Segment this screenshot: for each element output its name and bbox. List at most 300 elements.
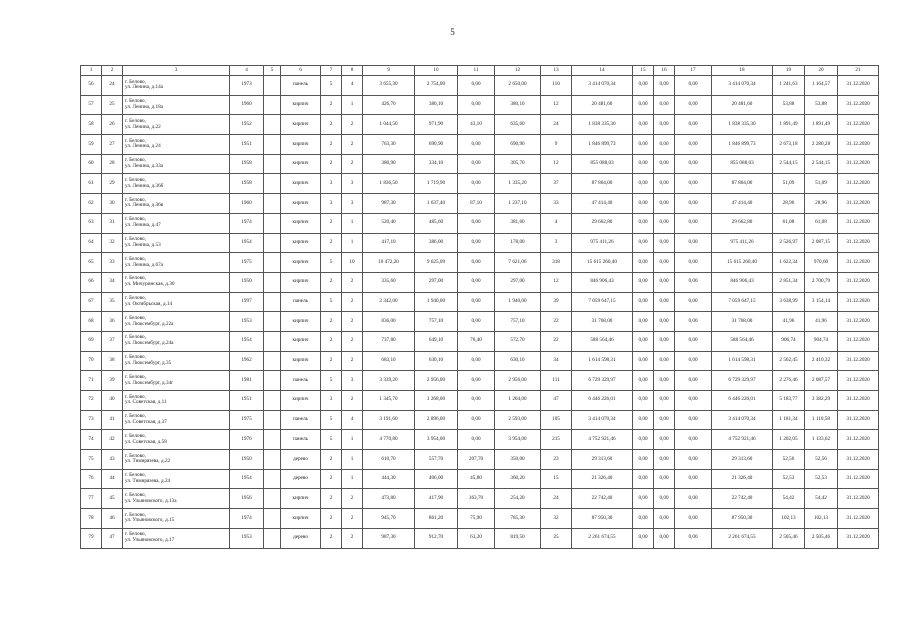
address-street: ул. Тимирязева, д.24	[125, 478, 171, 485]
cell-col-12: 254,20	[495, 489, 541, 509]
cell-col-9: 426,70	[363, 95, 415, 115]
cell-col-9: 2 342,00	[363, 292, 415, 312]
cell-col-2: 36	[102, 312, 123, 332]
cell-col-13: 32	[541, 509, 572, 529]
cell-col-4: 1954	[230, 469, 264, 489]
cell-col-19: 2 276,46	[773, 371, 805, 391]
cell-col-9: 836,00	[363, 312, 415, 332]
cell-col-21: 31.12.2020	[838, 76, 879, 96]
cell-col-11: 0,00	[458, 410, 495, 430]
cell-col-20: 2 087,57	[805, 371, 838, 391]
cell-col-1: 66	[81, 272, 102, 292]
column-number-21: 21	[838, 66, 879, 76]
cell-col-13: 47	[541, 391, 572, 411]
cell-col-15: 0,00	[633, 469, 654, 489]
cell-col-10: 971,90	[415, 115, 458, 135]
cell-col-7: 2	[321, 469, 342, 489]
cell-col-9: 945,70	[363, 509, 415, 529]
cell-col-2: 29	[102, 174, 123, 194]
cell-col-5	[264, 351, 281, 371]
cell-col-2: 38	[102, 351, 123, 371]
cell-col-5	[264, 233, 281, 253]
cell-col-14: 3 414 070,34	[572, 76, 633, 96]
table-row	[81, 528, 879, 548]
cell-col-20: 2 280,28	[805, 135, 838, 155]
cell-col-21: 31.12.2020	[838, 450, 879, 470]
cell-col-21: 31.12.2020	[838, 371, 879, 391]
cell-col-2: 42	[102, 430, 123, 450]
cell-col-18: 22 742,40	[712, 489, 773, 509]
address-cell	[123, 469, 230, 489]
address-city: г. Белово,	[125, 531, 146, 538]
cell-col-18: 7 059 647,15	[712, 292, 773, 312]
cell-col-21: 31.12.2020	[838, 469, 879, 489]
cell-col-8: 2	[342, 115, 363, 135]
cell-col-19: 53,88	[773, 95, 805, 115]
cell-col-1: 61	[81, 174, 102, 194]
cell-col-8: 2	[342, 509, 363, 529]
address-city: г. Белово,	[125, 354, 146, 361]
cell-col-21: 31.12.2020	[838, 174, 879, 194]
cell-col-20: 1 133,62	[805, 430, 838, 450]
cell-col-1: 79	[81, 528, 102, 548]
cell-col-13: 39	[541, 292, 572, 312]
table-row	[81, 135, 879, 155]
address-street: ул. Ульяновского, д.17	[125, 537, 175, 544]
cell-col-9: 335,60	[363, 272, 415, 292]
cell-col-19: 906,74	[773, 331, 805, 351]
cell-col-7: 5	[321, 430, 342, 450]
cell-col-6: панель	[281, 292, 321, 312]
cell-col-6: дерево	[281, 450, 321, 470]
cell-col-2: 33	[102, 253, 123, 273]
cell-col-17: 0,00	[675, 154, 712, 174]
cell-col-4: 1952	[230, 115, 264, 135]
cell-col-18: 20 481,60	[712, 95, 773, 115]
address-street: ул. Мичуринская, д.30	[125, 281, 175, 288]
cell-col-8: 2	[342, 154, 363, 174]
cell-col-19: 2 544,15	[773, 154, 805, 174]
cell-col-10: 861,20	[415, 509, 458, 529]
cell-col-15: 0,00	[633, 135, 654, 155]
address-street: ул. Ленина, д.33а	[125, 163, 163, 170]
housing-table	[80, 65, 879, 549]
cell-col-1: 65	[81, 253, 102, 273]
cell-col-11: 87,10	[458, 194, 495, 214]
cell-col-13: 9	[541, 135, 572, 155]
column-number-9: 9	[363, 66, 415, 76]
table-body	[81, 76, 879, 549]
address-street: ул. Ленина, д.47	[125, 222, 161, 229]
cell-col-11: 0,00	[458, 371, 495, 391]
cell-col-10: 630,10	[415, 351, 458, 371]
cell-col-17: 0,00	[675, 430, 712, 450]
cell-col-10: 9 625,09	[415, 253, 458, 273]
address-street: ул. Ленина, д.36в	[125, 202, 164, 209]
cell-col-20: 28,96	[805, 194, 838, 214]
cell-col-13: 12	[541, 95, 572, 115]
cell-col-7: 5	[321, 253, 342, 273]
cell-col-21: 31.12.2020	[838, 213, 879, 233]
column-number-10: 10	[415, 66, 458, 76]
cell-col-15: 0,00	[633, 194, 654, 214]
address-cell	[123, 430, 230, 450]
cell-col-2: 46	[102, 509, 123, 529]
cell-col-7: 2	[321, 331, 342, 351]
cell-col-16: 0,00	[654, 253, 675, 273]
cell-col-10: 912,70	[415, 528, 458, 548]
cell-col-6: кирпич	[281, 213, 321, 233]
table-row	[81, 292, 879, 312]
cell-col-18: 6 446 226,01	[712, 391, 773, 411]
address-street: ул. Ульяновского, д.13а	[125, 497, 177, 504]
cell-col-12: 1 204,00	[495, 391, 541, 411]
cell-col-16: 0,00	[654, 95, 675, 115]
cell-col-20: 2 544,15	[805, 154, 838, 174]
cell-col-16: 0,00	[654, 115, 675, 135]
cell-col-10: 485,60	[415, 213, 458, 233]
table-row	[81, 253, 879, 273]
cell-col-4: 1960	[230, 194, 264, 214]
cell-col-16: 0,00	[654, 430, 675, 450]
address-city: г. Белово,	[125, 117, 146, 124]
cell-col-4: 1962	[230, 351, 264, 371]
cell-col-20: 1 164,57	[805, 76, 838, 96]
cell-col-6: панель	[281, 410, 321, 430]
cell-col-13: 34	[541, 351, 572, 371]
cell-col-18: 15 615 260,40	[712, 253, 773, 273]
cell-col-5	[264, 509, 281, 529]
cell-col-10: 380,10	[415, 95, 458, 115]
cell-col-2: 24	[102, 76, 123, 96]
cell-col-17: 0,00	[675, 391, 712, 411]
cell-col-4: 1974	[230, 509, 264, 529]
cell-col-11: 76,40	[458, 331, 495, 351]
cell-col-1: 63	[81, 213, 102, 233]
column-number-12: 12	[495, 66, 541, 76]
cell-col-8: 1	[342, 233, 363, 253]
cell-col-20: 1 891,49	[805, 115, 838, 135]
cell-col-6: панель	[281, 371, 321, 391]
cell-col-21: 31.12.2020	[838, 292, 879, 312]
cell-col-12: 297,00	[495, 272, 541, 292]
cell-col-21: 31.12.2020	[838, 115, 879, 135]
cell-col-11: 163,70	[458, 489, 495, 509]
cell-col-1: 62	[81, 194, 102, 214]
address-city: г. Белово,	[125, 511, 146, 518]
table-row	[81, 469, 879, 489]
address-cell	[123, 272, 230, 292]
cell-col-21: 31.12.2020	[838, 194, 879, 214]
cell-col-17: 0,00	[675, 115, 712, 135]
address-cell	[123, 135, 230, 155]
cell-col-17: 0,00	[675, 312, 712, 332]
cell-col-5	[264, 135, 281, 155]
cell-col-10: 406,00	[415, 469, 458, 489]
cell-col-15: 0,00	[633, 312, 654, 332]
cell-col-15: 0,00	[633, 430, 654, 450]
cell-col-1: 71	[81, 371, 102, 391]
cell-col-2: 45	[102, 489, 123, 509]
table-row	[81, 95, 879, 115]
cell-col-7: 5	[321, 292, 342, 312]
cell-col-4: 1958	[230, 174, 264, 194]
cell-col-16: 0,00	[654, 371, 675, 391]
cell-col-17: 0,00	[675, 292, 712, 312]
table-row	[81, 489, 879, 509]
cell-col-7: 5	[321, 410, 342, 430]
cell-col-16: 0,00	[654, 312, 675, 332]
cell-col-12: 360,20	[495, 469, 541, 489]
cell-col-4: 1954	[230, 233, 264, 253]
cell-col-7: 2	[321, 528, 342, 548]
cell-col-4: 1976	[230, 430, 264, 450]
cell-col-8: 2	[342, 135, 363, 155]
cell-col-21: 31.12.2020	[838, 135, 879, 155]
address-street: ул. Советская, д.37	[125, 419, 167, 426]
cell-col-11: 0,00	[458, 135, 495, 155]
cell-col-7: 3	[321, 174, 342, 194]
cell-col-8: 3	[342, 194, 363, 214]
cell-col-14: 588 564,46	[572, 331, 633, 351]
cell-col-10: 757,10	[415, 312, 458, 332]
address-street: ул. Ульяновского, д.15	[125, 517, 175, 524]
cell-col-7: 2	[321, 95, 342, 115]
address-city: г. Белово,	[125, 157, 146, 164]
cell-col-15: 0,00	[633, 391, 654, 411]
cell-col-10: 1 940,00	[415, 292, 458, 312]
cell-col-17: 0,00	[675, 76, 712, 96]
address-city: г. Белово,	[125, 393, 146, 400]
cell-col-4: 1981	[230, 371, 264, 391]
cell-col-1: 57	[81, 95, 102, 115]
cell-col-18: 846 906,43	[712, 272, 773, 292]
table-row	[81, 154, 879, 174]
cell-col-18: 975 411,26	[712, 233, 773, 253]
cell-col-4: 1951	[230, 135, 264, 155]
cell-col-15: 0,00	[633, 253, 654, 273]
cell-col-13: 3	[541, 233, 572, 253]
cell-col-8: 2	[342, 292, 363, 312]
table-row	[81, 371, 879, 391]
column-number-14: 14	[572, 66, 633, 76]
cell-col-21: 31.12.2020	[838, 351, 879, 371]
column-number-17: 17	[675, 66, 712, 76]
cell-col-16: 0,00	[654, 76, 675, 96]
address-city: г. Белово,	[125, 255, 146, 262]
cell-col-18: 87 950,30	[712, 509, 773, 529]
cell-col-8: 1	[342, 213, 363, 233]
cell-col-16: 0,00	[654, 233, 675, 253]
cell-col-19: 54,42	[773, 489, 805, 509]
cell-col-4: 1973	[230, 76, 264, 96]
cell-col-7: 2	[321, 135, 342, 155]
cell-col-10: 2 754,00	[415, 76, 458, 96]
cell-col-18: 3 414 070,34	[712, 410, 773, 430]
cell-col-16: 0,00	[654, 489, 675, 509]
cell-col-16: 0,00	[654, 331, 675, 351]
cell-col-5	[264, 371, 281, 391]
cell-col-15: 0,00	[633, 213, 654, 233]
cell-col-19: 1 241,63	[773, 76, 805, 96]
cell-col-9: 987,30	[363, 528, 415, 548]
cell-col-5	[264, 469, 281, 489]
cell-col-13: 110	[541, 76, 572, 96]
cell-col-18: 3 414 070,34	[712, 76, 773, 96]
cell-col-6: кирпич	[281, 115, 321, 135]
address-city: г. Белово,	[125, 334, 146, 341]
cell-col-15: 0,00	[633, 233, 654, 253]
cell-col-2: 26	[102, 115, 123, 135]
cell-col-1: 60	[81, 154, 102, 174]
cell-col-10: 2 956,00	[415, 371, 458, 391]
cell-col-20: 970,60	[805, 253, 838, 273]
cell-col-2: 44	[102, 469, 123, 489]
cell-col-21: 31.12.2020	[838, 233, 879, 253]
cell-col-14: 6 729 329,97	[572, 371, 633, 391]
cell-col-8: 10	[342, 253, 363, 273]
column-number-19: 19	[773, 66, 805, 76]
cell-col-1: 68	[81, 312, 102, 332]
cell-col-16: 0,00	[654, 194, 675, 214]
cell-col-6: панель	[281, 76, 321, 96]
cell-col-14: 1 838 335,30	[572, 115, 633, 135]
cell-col-10: 1 268,00	[415, 391, 458, 411]
cell-col-1: 56	[81, 76, 102, 96]
cell-col-11: 207,70	[458, 450, 495, 470]
cell-col-6: дерево	[281, 528, 321, 548]
cell-col-14: 1 614 598,31	[572, 351, 633, 371]
cell-col-2: 30	[102, 194, 123, 214]
cell-col-1: 58	[81, 115, 102, 135]
cell-col-7: 5	[321, 76, 342, 96]
cell-col-13: 24	[541, 115, 572, 135]
table-row	[81, 174, 879, 194]
cell-col-21: 31.12.2020	[838, 410, 879, 430]
cell-col-4: 1954	[230, 331, 264, 351]
cell-col-7: 2	[321, 115, 342, 135]
cell-col-21: 31.12.2020	[838, 95, 879, 115]
cell-col-9: 763,30	[363, 135, 415, 155]
cell-col-10: 386,00	[415, 233, 458, 253]
cell-col-19: 2 526,97	[773, 233, 805, 253]
table-row	[81, 194, 879, 214]
cell-col-18: 29 662,80	[712, 213, 773, 233]
cell-col-11: 0,00	[458, 154, 495, 174]
cell-col-6: кирпич	[281, 509, 321, 529]
address-city: г. Белово,	[125, 176, 146, 183]
cell-col-11: 0,00	[458, 312, 495, 332]
address-street: ул. Ленина, д.24	[125, 143, 161, 150]
cell-col-2: 34	[102, 272, 123, 292]
column-number-18: 18	[712, 66, 773, 76]
cell-col-10: 1 637,40	[415, 194, 458, 214]
cell-col-19: 2 851,34	[773, 272, 805, 292]
cell-col-6: кирпич	[281, 272, 321, 292]
cell-col-13: 111	[541, 371, 572, 391]
cell-col-17: 0,00	[675, 174, 712, 194]
cell-col-5	[264, 528, 281, 548]
address-city: г. Белово,	[125, 236, 146, 243]
cell-col-14: 855 088,03	[572, 154, 633, 174]
address-street: ул. Ленина, д.53	[125, 241, 161, 248]
cell-col-1: 70	[81, 351, 102, 371]
cell-col-11: 0,00	[458, 253, 495, 273]
cell-col-21: 31.12.2020	[838, 331, 879, 351]
cell-col-15: 0,00	[633, 292, 654, 312]
cell-col-7: 2	[321, 351, 342, 371]
cell-col-11: 0,00	[458, 95, 495, 115]
address-cell	[123, 312, 230, 332]
cell-col-16: 0,00	[654, 292, 675, 312]
cell-col-16: 0,00	[654, 174, 675, 194]
address-street: ул. Тимирязева, д.22	[125, 458, 171, 465]
cell-col-9: 520,40	[363, 213, 415, 233]
cell-col-10: 334,10	[415, 154, 458, 174]
address-cell	[123, 331, 230, 351]
cell-col-12: 635,60	[495, 115, 541, 135]
cell-col-21: 31.12.2020	[838, 430, 879, 450]
cell-col-18: 4 752 921,46	[712, 430, 773, 450]
address-cell	[123, 253, 230, 273]
cell-col-16: 0,00	[654, 509, 675, 529]
address-city: г. Белово,	[125, 314, 146, 321]
cell-col-12: 350,00	[495, 450, 541, 470]
cell-col-15: 0,00	[633, 528, 654, 548]
cell-col-14: 7 059 647,15	[572, 292, 633, 312]
cell-col-12: 2 956,00	[495, 371, 541, 391]
address-cell	[123, 233, 230, 253]
cell-col-6: кирпич	[281, 233, 321, 253]
cell-col-13: 4	[541, 213, 572, 233]
cell-col-1: 75	[81, 450, 102, 470]
cell-col-15: 0,00	[633, 371, 654, 391]
cell-col-2: 27	[102, 135, 123, 155]
cell-col-10: 557,70	[415, 450, 458, 470]
cell-col-4: 1950	[230, 450, 264, 470]
cell-col-14: 29 662,80	[572, 213, 633, 233]
address-cell	[123, 351, 230, 371]
column-number-4: 4	[230, 66, 264, 76]
cell-col-19: 1 891,49	[773, 115, 805, 135]
address-city: г. Белово,	[125, 472, 146, 479]
cell-col-8: 2	[342, 489, 363, 509]
cell-col-2: 25	[102, 95, 123, 115]
cell-col-7: 3	[321, 391, 342, 411]
cell-col-21: 31.12.2020	[838, 528, 879, 548]
cell-col-4: 1951	[230, 391, 264, 411]
cell-col-5	[264, 154, 281, 174]
cell-col-2: 31	[102, 213, 123, 233]
cell-col-14: 47 414,40	[572, 194, 633, 214]
cell-col-12: 178,00	[495, 233, 541, 253]
cell-col-4: 1953	[230, 312, 264, 332]
cell-col-18: 29 313,60	[712, 450, 773, 470]
cell-col-12: 757,10	[495, 312, 541, 332]
cell-col-19: 52,56	[773, 450, 805, 470]
cell-col-1: 74	[81, 430, 102, 450]
cell-col-2: 43	[102, 450, 123, 470]
cell-col-12: 3 954,00	[495, 430, 541, 450]
address-cell	[123, 528, 230, 548]
cell-col-11: 43,10	[458, 115, 495, 135]
cell-col-8: 4	[342, 76, 363, 96]
address-cell	[123, 391, 230, 411]
cell-col-13: 22	[541, 312, 572, 332]
cell-col-20: 52,56	[805, 450, 838, 470]
cell-col-17: 0,00	[675, 331, 712, 351]
cell-col-7: 2	[321, 154, 342, 174]
